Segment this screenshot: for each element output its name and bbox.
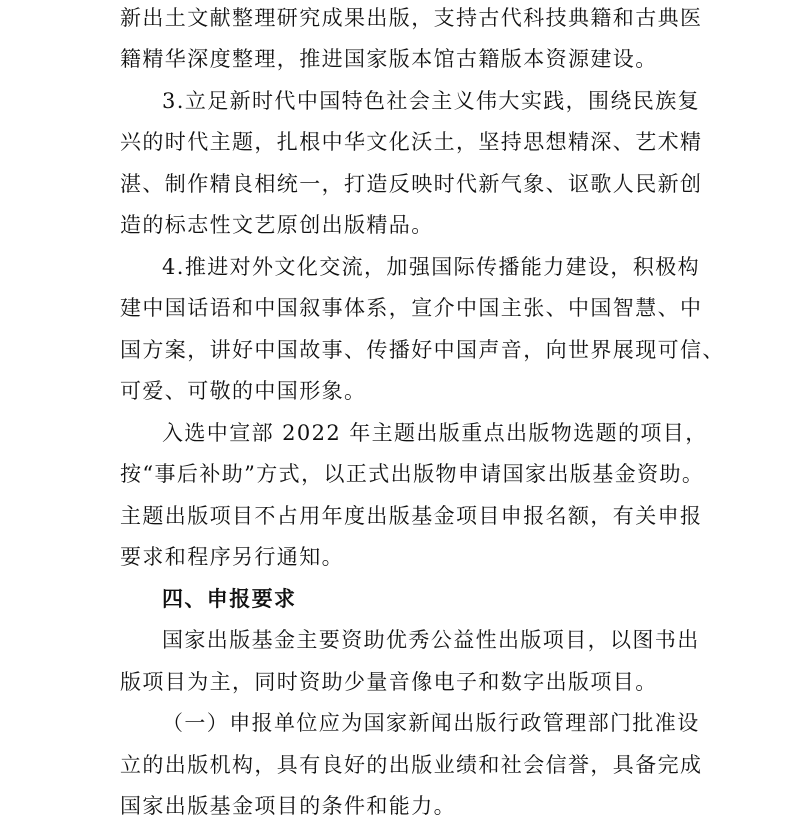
text-line: 国家出版基金项目的条件和能力。: [120, 794, 456, 818]
text-line: 湛、制作精良相统一，打造反映时代新气象、讴歌人民新创: [120, 172, 703, 196]
text-line: 建中国话语和中国叙事体系，宣介中国主张、中国智慧、中: [120, 296, 703, 320]
text-line: 国方案，讲好中国故事、传播好中国声音，向世界展现可信、: [120, 338, 725, 362]
text-line: 造的标志性文艺原创出版精品。: [120, 213, 434, 237]
text-line: 主题出版项目不占用年度出版基金项目申报名额，有关申报: [120, 504, 703, 528]
text-line: 入选中宣部 2022 年主题出版重点出版物选题的项目，: [162, 421, 708, 445]
text-line: 籍精华深度整理，推进国家版本馆古籍版本资源建设。: [120, 47, 658, 71]
text-line: 要求和程序另行通知。: [120, 545, 344, 569]
text-line: 4.推进对外文化交流，加强国际传播能力建设，积极构: [162, 255, 701, 279]
text-line: 可爱、可敬的中国形象。: [120, 379, 367, 403]
text-line: 按“事后补助”方式，以正式出版物申请国家出版基金资助。: [120, 462, 705, 486]
text-line: 3.立足新时代中国特色社会主义伟大实践，围绕民族复: [162, 89, 701, 113]
text-line: （一）申报单位应为国家新闻出版行政管理部门批准设: [162, 711, 700, 735]
text-line: 国家出版基金主要资助优秀公益性出版项目，以图书出: [162, 628, 700, 652]
section-heading: 四、申报要求: [162, 586, 297, 611]
text-line: 兴的时代主题，扎根中华文化沃土，坚持思想精深、艺术精: [120, 130, 703, 154]
text-line: 新出土文献整理研究成果出版，支持古代科技典籍和古典医: [120, 6, 703, 30]
text-line: 版项目为主，同时资助少量音像电子和数字出版项目。: [120, 670, 658, 694]
text-line: 立的出版机构，具有良好的出版业绩和社会信誉，具备完成: [120, 753, 703, 777]
